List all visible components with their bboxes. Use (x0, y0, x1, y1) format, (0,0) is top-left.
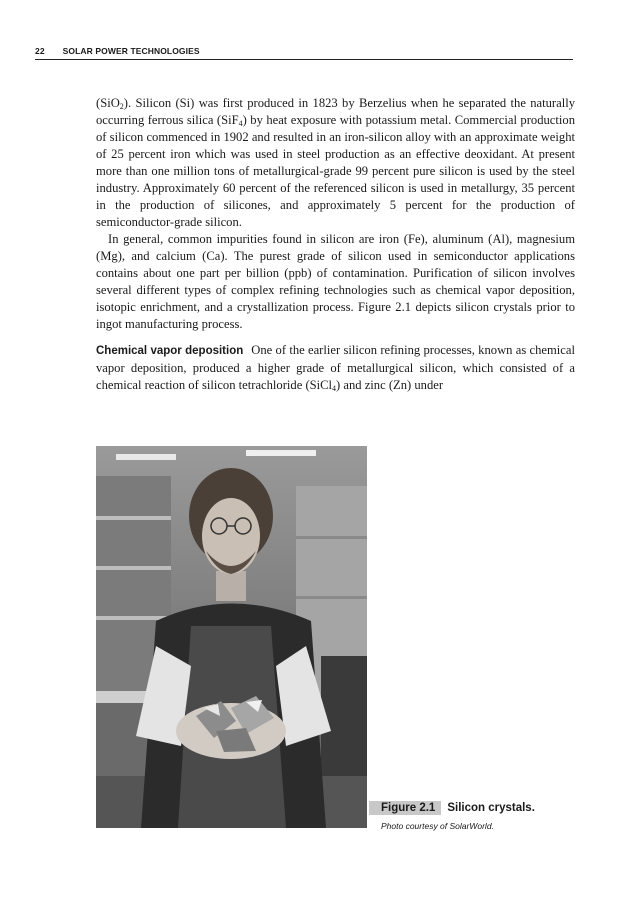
figure-title: Silicon crystals. (447, 802, 535, 814)
running-header (35, 46, 573, 60)
running-title: SOLAR POWER TECHNOLOGIES (62, 46, 200, 56)
silicon-crystals-photo (96, 446, 367, 828)
paragraph-1: (SiO$_2$). Silicon (Si) was first produced in 1823 by Berzelius when he separated the naturally occurring ferrous silica (SiF$_4$) by heat exposure with potassium metal. Commercial production of silicon commenced in 1902 and resulted in an iron-silicon alloy with an approximate weight of 25 percent iron which was used in steel production as an effective deoxidant. At present more than one million tons of metallurgical-grade 99 percent pure silicon is used by the steel industry. Approximately 60 percent of the referenced silicon is used in metallurgy, 35 percent in the production of silicones, and approximately 5 percent for the production of semiconductor-grade silicon. (96, 96, 575, 229)
section-heading: Chemical vapor deposition (96, 345, 244, 357)
page-number: 22 (35, 46, 45, 56)
figure-caption (381, 801, 581, 831)
photo-credit: Photo courtesy of SolarWorld. (381, 821, 494, 831)
paragraph-2: In general, common impurities found in silicon are iron (Fe), aluminum (Al), magnesium (Mg), and calcium (Ca). The purest grade of silicon used in semiconductor applications contains about one part per billion (ppb) of contamination. Purification of silicon involves several different types of complex refining technologies such as chemical vapor deposition, isotopic enrichment, and a crystallization process. Figure 2.1 depicts silicon crystals prior to ingot manufacturing process. (96, 232, 575, 331)
body-text (96, 95, 575, 394)
paragraph-3: Chemical vapor deposition One of the earlier silicon refining processes, known as chemical vapor deposition, produced a higher grade of metallurgical silicon, which consisted of a chemical reaction of silicon tetrachloride (SiCl$_4$) and zinc (Zn) under (96, 343, 575, 393)
photo-illustration (96, 446, 367, 828)
figure-label: Figure 2.1 (369, 801, 441, 815)
